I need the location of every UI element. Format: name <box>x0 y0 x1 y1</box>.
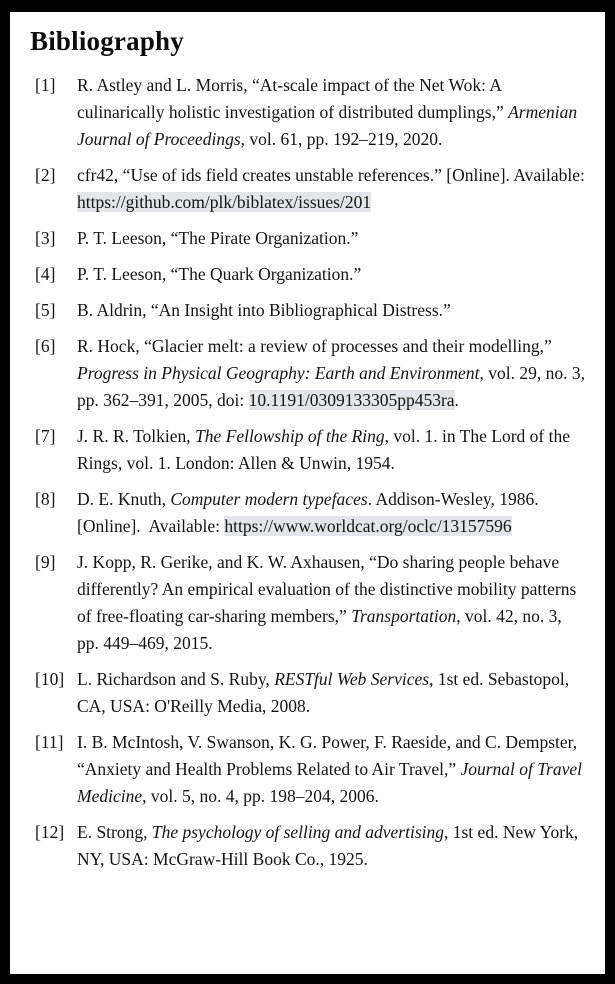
entry-text-segment: Armenian Journal of Proceedings <box>77 102 578 149</box>
entry-text-segment: Progress in Physical Geography: Earth and Environment <box>77 363 480 383</box>
bibliography-entry <box>30 261 585 288</box>
entry-number: [3] <box>35 228 56 248</box>
bibliography-entry <box>30 666 585 720</box>
entry-number: [4] <box>35 264 56 284</box>
reference-link[interactable]: https://github.com/plk/biblatex/issues/201 <box>77 192 372 212</box>
entry-text <box>77 261 585 288</box>
entry-text-segment: P. T. Leeson, “The Pirate Organization.” <box>77 228 359 248</box>
bibliography-entry <box>30 225 585 252</box>
entry-text-segment: Transportation <box>351 606 457 626</box>
entry-text-segment: cfr42, “Use of ids field creates unstable references.” [Online]. Available: <box>77 165 585 185</box>
entry-text-segment: Journal of Travel Medicine <box>77 759 583 806</box>
reference-link[interactable]: 10.1191/0309133305pp453ra <box>248 390 455 410</box>
entry-number: [12] <box>35 822 65 842</box>
entry-text-segment: , vol. 5, no. 4, pp. 198–204, 2006. <box>142 786 379 806</box>
entry-text <box>77 297 585 324</box>
entry-text <box>77 225 585 252</box>
entry-text-segment: R. Hock, “Glacier melt: a review of processes and their modelling,” <box>77 336 552 356</box>
entry-number: [1] <box>35 75 56 95</box>
bibliography-entry <box>30 729 585 810</box>
entry-text <box>77 819 585 873</box>
entry-number: [10] <box>35 669 65 689</box>
entry-text <box>77 549 585 657</box>
entry-text-segment: J. R. R. Tolkien, <box>77 426 196 446</box>
reference-link[interactable]: https://www.worldcat.org/oclc/13157596 <box>224 516 512 536</box>
bibliography-entry <box>30 72 585 153</box>
bibliography-entry <box>30 819 585 873</box>
bibliography-entry <box>30 486 585 540</box>
entry-text <box>77 666 585 720</box>
bibliography-entry <box>30 549 585 657</box>
entry-number: [7] <box>35 426 56 446</box>
entry-text-segment: R. Astley and L. Morris, “At-scale impact of the Net Wok: A culinarically holistic investigation of distributed dumplings,” <box>77 75 509 122</box>
bibliography-entry <box>30 297 585 324</box>
entry-text <box>77 486 585 540</box>
entry-number: [2] <box>35 165 56 185</box>
entry-number: [9] <box>35 552 56 572</box>
entry-number: [11] <box>35 732 64 752</box>
page-title: Bibliography <box>30 26 184 56</box>
entry-text <box>77 729 585 810</box>
entry-text-segment: L. Richardson and S. Ruby, <box>77 669 275 689</box>
entry-text-segment: , vol. 29, no. 3, pp. 362–391, 2005, doi: <box>77 363 585 410</box>
bibliography-entry <box>30 333 585 414</box>
entry-text-segment: I. B. McIntosh, V. Swanson, K. G. Power, F. Raeside, and C. Dempster, “Anxiety and Health Problems Related to Air Travel,” <box>77 732 578 779</box>
entry-number: [5] <box>35 300 56 320</box>
bibliography-list <box>30 72 585 873</box>
entry-text-segment: B. Aldrin, “An Insight into Bibliographical Distress.” <box>77 300 451 320</box>
entry-text-segment: , vol. 61, pp. 192–219, 2020. <box>240 129 443 149</box>
entry-text-segment: J. Kopp, R. Gerike, and K. W. Axhausen, “Do sharing people behave differently? An empirical evaluation of the distinctive mobility patterns of free-floating car-sharing members,” <box>77 552 577 626</box>
entry-number: [6] <box>35 336 56 356</box>
entry-text-segment: RESTful Web Services <box>274 669 430 689</box>
entry-text-segment: . Addison-Wesley, 1986. [Online]. Available: <box>77 489 539 536</box>
entry-number: [8] <box>35 489 56 509</box>
bibliography-entry <box>30 423 585 477</box>
entry-text-segment: E. Strong, <box>77 822 152 842</box>
entry-text-segment: , vol. 42, no. 3, pp. 449–469, 2015. <box>77 606 562 653</box>
entry-text-segment: Computer modern typefaces <box>170 489 368 509</box>
bibliography-entry <box>30 162 585 216</box>
entry-text <box>77 162 585 216</box>
entry-text-segment: The psychology of selling and advertising <box>151 822 444 842</box>
entry-text-segment: , 1st ed. New York, NY, USA: McGraw-Hill Book Co., 1925. <box>77 822 579 869</box>
entry-text-segment: , 1st ed. Sebastopol, CA, USA: O'Reilly Media, 2008. <box>77 669 570 716</box>
entry-text-segment: . <box>454 390 459 410</box>
entry-text-segment: P. T. Leeson, “The Quark Organization.” <box>77 264 362 284</box>
entry-text-segment: The Fellowship of the Ring <box>195 426 385 446</box>
entry-text <box>77 423 585 477</box>
entry-text <box>77 72 585 153</box>
entry-text-segment: , vol. 1. in The Lord of the Rings, vol. 1. London: Allen & Unwin, 1954. <box>77 426 570 473</box>
entry-text <box>77 333 585 414</box>
bibliography-page <box>10 12 605 974</box>
entry-text-segment: D. E. Knuth, <box>77 489 171 509</box>
